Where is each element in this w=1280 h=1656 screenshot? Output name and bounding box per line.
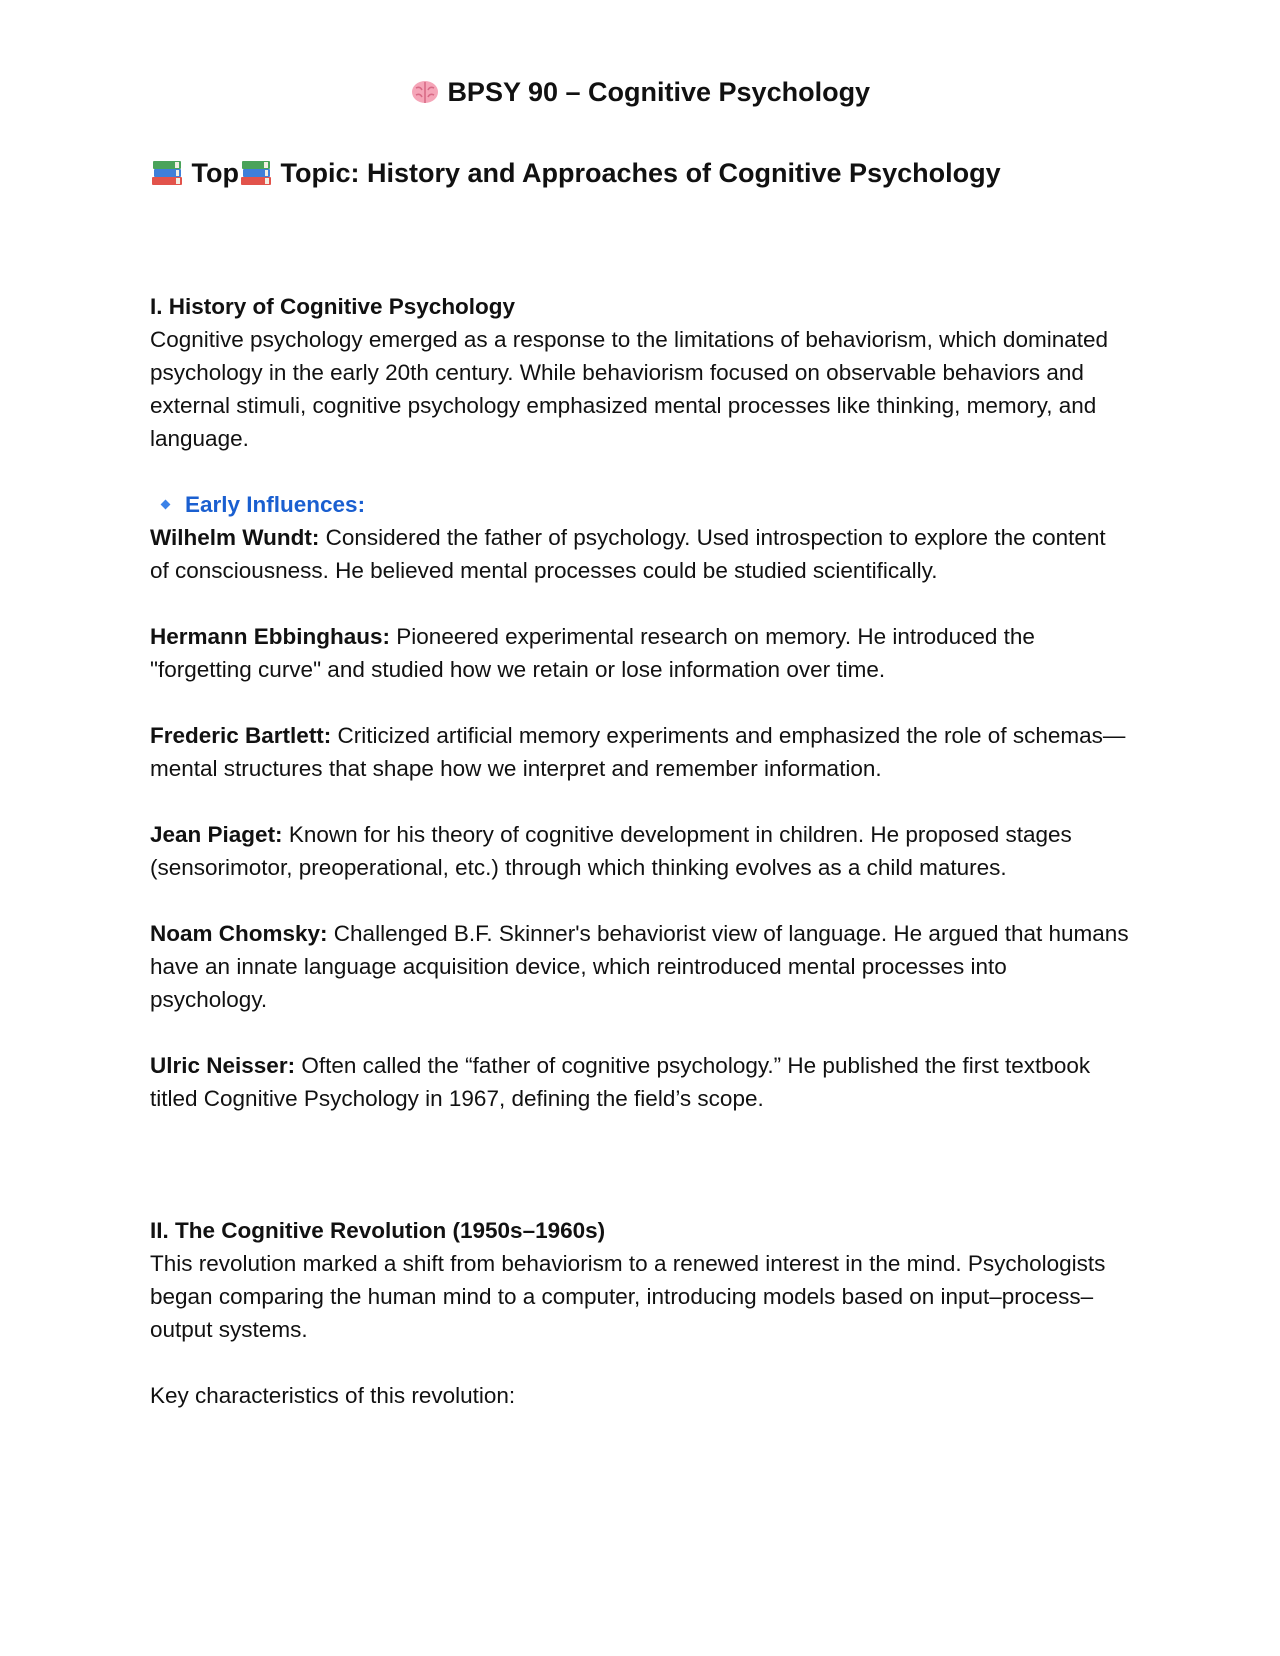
section-2-heading: II. The Cognitive Revolution (1950s–1960s) (150, 1218, 606, 1243)
influence-name: Noam Chomsky: (150, 921, 328, 946)
influence-paragraph (150, 620, 1130, 686)
influence-text: Known for his theory of cognitive development in children. He proposed stages (sensorimotor, preoperational, etc.) through which thinking evolves as a child matures. (150, 822, 1072, 880)
subtitle-text: Topic: History and Approaches of Cognitive Psychology (280, 158, 1001, 188)
influence-paragraph (150, 818, 1130, 884)
influence-paragraph (150, 521, 1130, 587)
brain-icon (410, 77, 440, 118)
influence-text: Often called the “father of cognitive psychology.” He published the first textbook titled Cognitive Psychology in 1967, defining the field’s scope. (150, 1053, 1091, 1111)
books-icon (150, 158, 184, 199)
early-influences-label: Early Influences: (185, 492, 366, 517)
key-characteristics-line: Key characteristics of this revolution: (150, 1383, 516, 1408)
influence-paragraph (150, 1049, 1130, 1115)
early-influences-heading (150, 488, 1130, 521)
influence-paragraph (150, 719, 1130, 785)
influence-text: Challenged B.F. Skinner's behaviorist view of language. He argued that humans have an innate language acquisition device, which reintroduced mental processes into psychology. (150, 921, 1129, 1012)
influence-paragraph (150, 917, 1130, 1016)
influence-name: Jean Piaget: (150, 822, 283, 847)
influence-name: Frederic Bartlett: (150, 723, 332, 748)
influence-text: Considered the father of psychology. Used introspection to explore the content of consciousness. He believed mental processes could be studied scientifically. (150, 525, 1106, 583)
influence-name: Ulric Neisser: (150, 1053, 296, 1078)
section-1-intro: Cognitive psychology emerged as a response to the limitations of behaviorism, which dominated psychology in the early 20th century. While behaviorism focused on observable behaviors and external stimuli, cognitive psychology emphasized mental processes like thinking, memory, and language. (150, 327, 1109, 451)
influence-text: Pioneered experimental research on memory. He introduced the "forgetting curve" and studied how we retain or lose information over time. (150, 624, 1035, 682)
document-title (150, 0, 1130, 118)
influence-text: Criticized artificial memory experiments and emphasized the role of schemas—mental structures that shape how we interpret and remember information. (150, 723, 1126, 781)
subtitle-prefix: Top (191, 158, 239, 188)
section-2-intro: This revolution marked a shift from behaviorism to a renewed interest in the mind. Psychologists began comparing the human mind to a computer, introducing models based on input–process–output systems. (150, 1251, 1106, 1342)
section-1-heading: I. History of Cognitive Psychology (150, 294, 516, 319)
influence-name: Wilhelm Wundt: (150, 525, 320, 550)
document-subtitle (150, 153, 1130, 199)
books-icon (239, 158, 273, 199)
influence-name: Hermann Ebbinghaus: (150, 624, 391, 649)
diamond-bullet-icon (161, 500, 171, 510)
title-text: BPSY 90 – Cognitive Psychology (447, 77, 871, 107)
